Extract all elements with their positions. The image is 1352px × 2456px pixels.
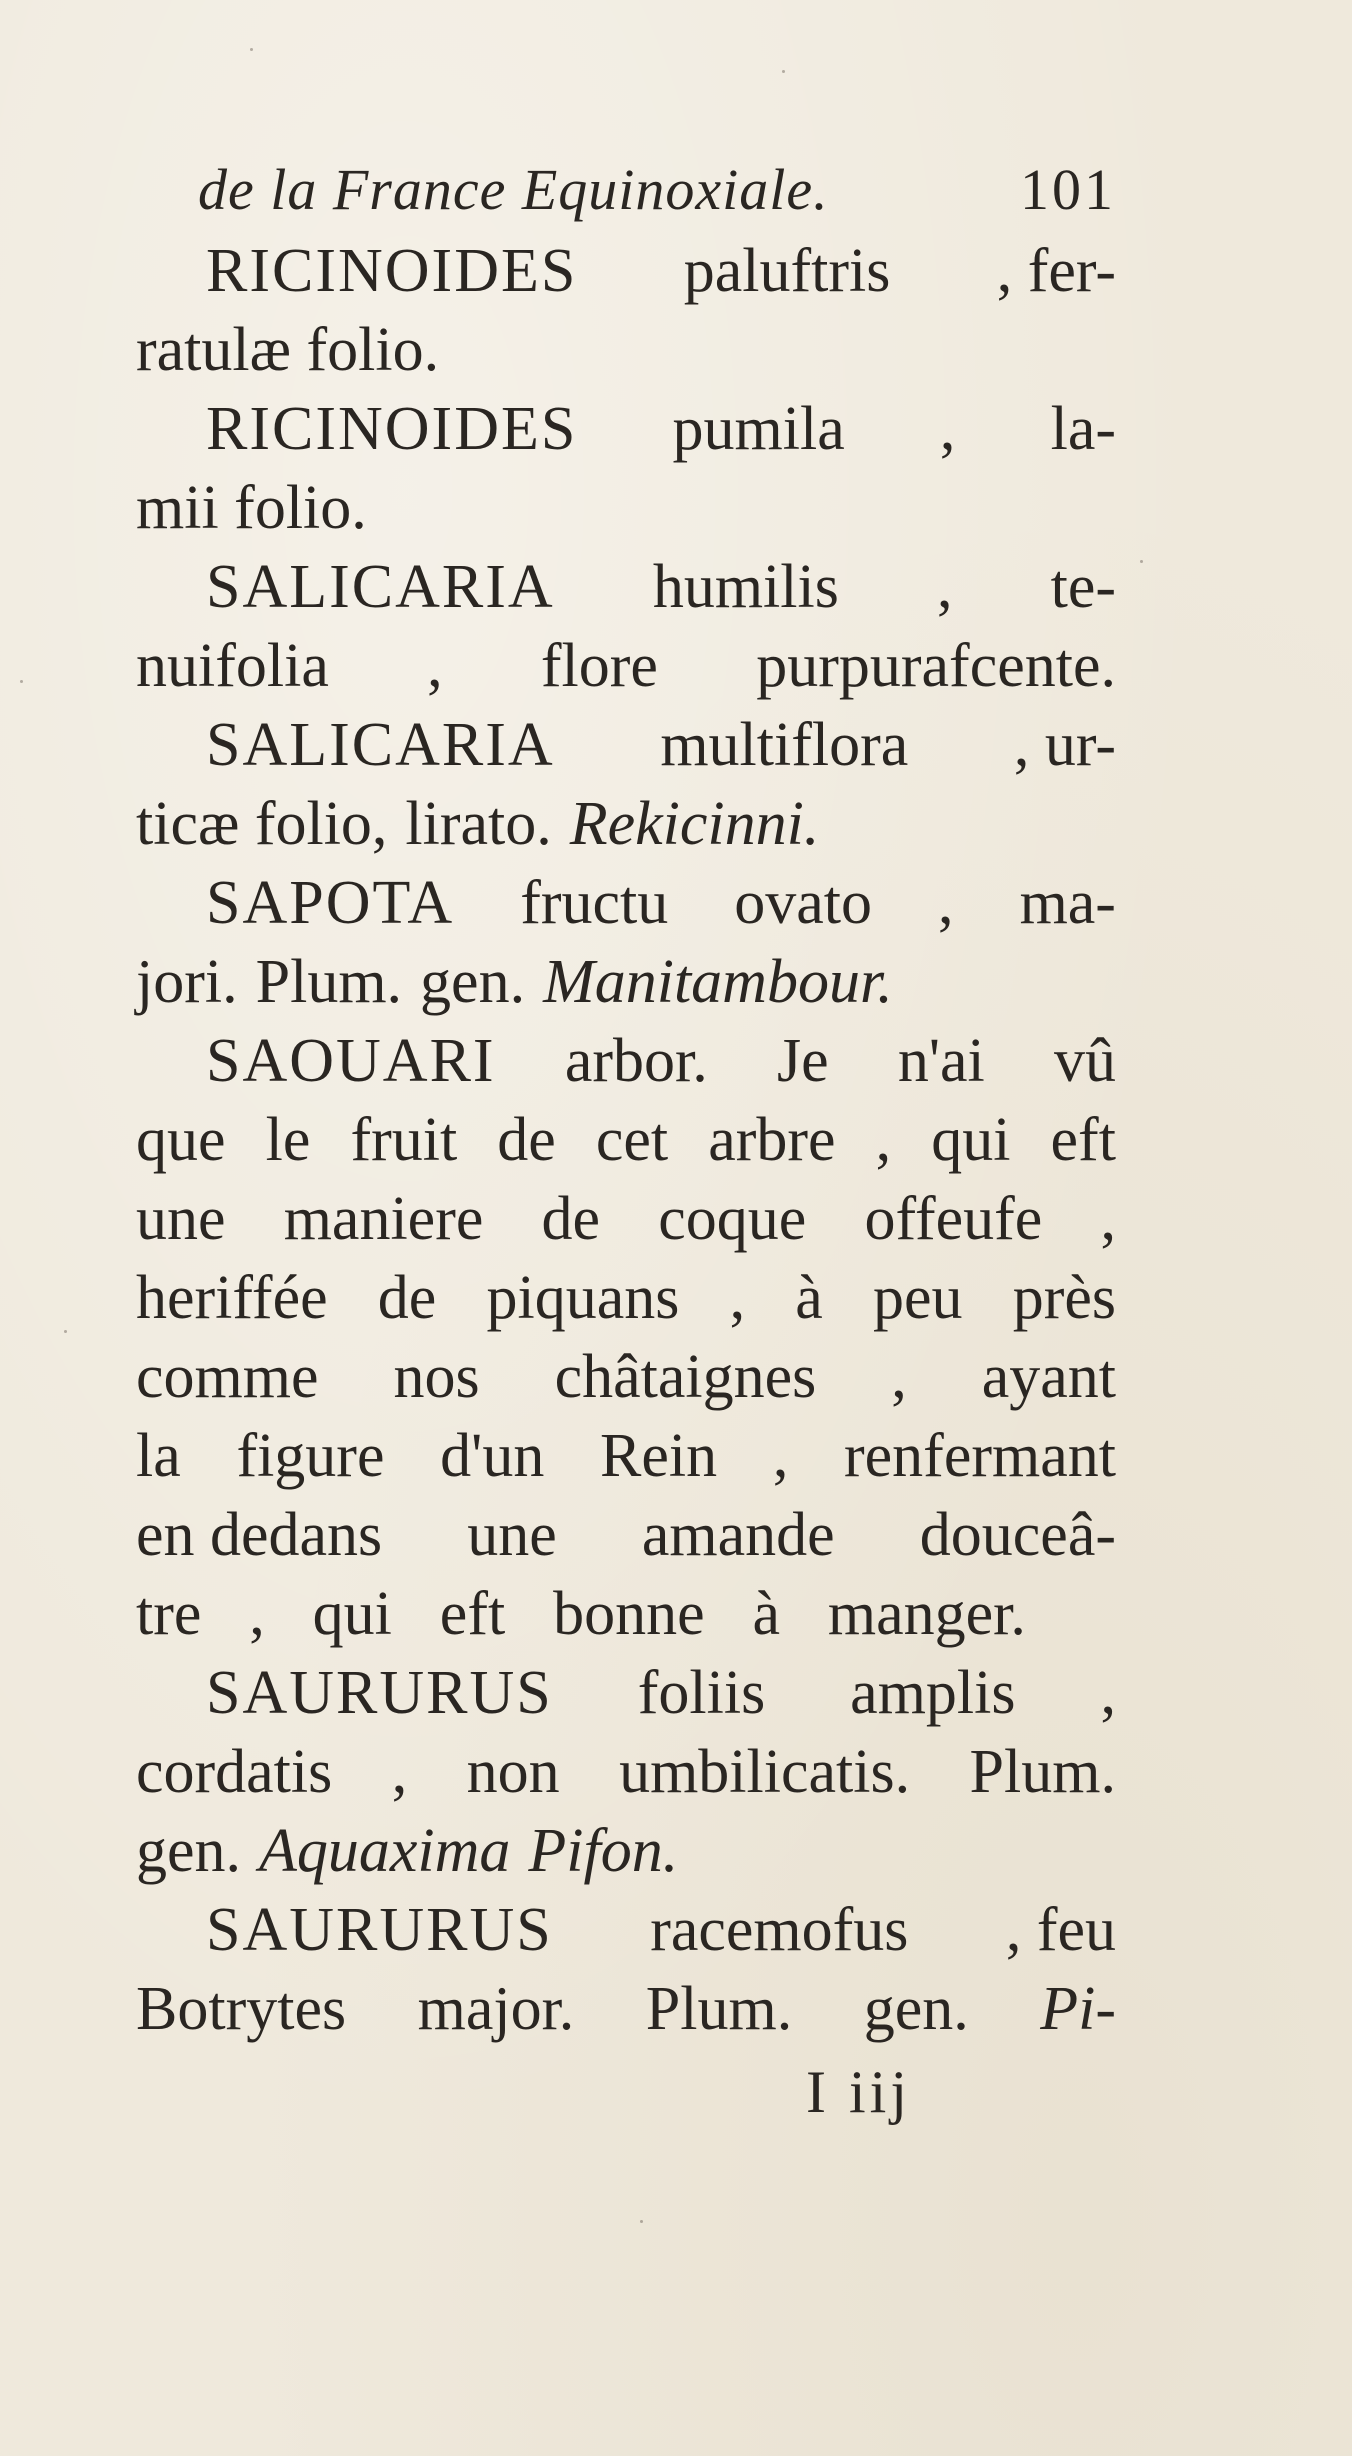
word: arbor.: [564, 1027, 708, 1095]
word: de: [377, 1264, 437, 1332]
word: offeufe: [864, 1185, 1043, 1253]
text-line: [136, 1654, 1116, 1733]
word: purpurafcente.: [756, 632, 1116, 700]
word: Plum.: [645, 1975, 793, 2043]
word: ticæ folio: [136, 790, 372, 858]
word: multiflora: [660, 711, 909, 779]
word: qui: [931, 1106, 1011, 1174]
word: Plum.: [255, 948, 403, 1016]
text-line: [136, 390, 1116, 469]
word: SALICARIA: [206, 711, 555, 779]
text-line: [136, 1812, 1116, 1891]
word: maniere: [283, 1185, 484, 1253]
word: ma-: [1019, 869, 1116, 937]
text-line: [136, 311, 1116, 390]
word: de: [497, 1106, 556, 1174]
paper-speck: [250, 48, 253, 51]
text-line: [136, 1496, 1116, 1575]
word: SAPOTA: [206, 869, 455, 937]
word: ,: [939, 395, 956, 463]
text-line: [136, 1338, 1116, 1417]
running-head: de la France Equinoxiale.: [198, 157, 829, 222]
text-line: [136, 1733, 1116, 1812]
word: arbre: [708, 1106, 836, 1174]
text-line: [136, 785, 1116, 864]
word: ,: [936, 553, 953, 621]
word: RICINOIDES: [206, 237, 578, 305]
word: fruit: [350, 1106, 458, 1174]
word: nuifolia: [136, 632, 329, 700]
word: la-: [1050, 395, 1116, 463]
word: ,: [391, 1738, 408, 1806]
text-line: [136, 1180, 1116, 1259]
word: eft: [1050, 1106, 1116, 1174]
word: de: [541, 1185, 601, 1253]
word: piquans: [486, 1264, 680, 1332]
word: une: [136, 1185, 226, 1253]
word: jori.: [136, 948, 238, 1016]
word: Je: [776, 1027, 829, 1095]
word: heriffée: [136, 1264, 328, 1332]
word: ayant: [981, 1343, 1116, 1411]
word: ovato: [734, 869, 873, 937]
word: SAURURUS: [206, 1659, 553, 1727]
word: n'ai: [897, 1027, 985, 1095]
text-line: [136, 469, 1116, 548]
text-line: [136, 1101, 1116, 1180]
word: mii folio.: [136, 474, 367, 542]
text-line: [136, 232, 1116, 311]
word: , fer-: [996, 237, 1116, 305]
word: foliis: [637, 1659, 766, 1727]
word: SAOUARI: [206, 1027, 496, 1095]
word: pumila: [672, 395, 845, 463]
paper-speck: [1140, 560, 1143, 563]
word: SAURURUS: [206, 1896, 553, 1964]
word: manger.: [827, 1580, 1026, 1648]
word: ,: [891, 1343, 907, 1411]
text-line: [136, 1970, 1116, 2049]
word: la: [136, 1422, 181, 1490]
word: cet: [595, 1106, 669, 1174]
word: une: [467, 1501, 557, 1569]
word: tre: [136, 1580, 202, 1648]
word: paluftris: [683, 237, 891, 305]
text-line: [136, 548, 1116, 627]
text-line: [136, 1022, 1116, 1101]
word: comme: [136, 1343, 319, 1411]
paper-speck: [640, 2220, 643, 2223]
word: non: [466, 1738, 560, 1806]
word: , ur-: [1013, 711, 1116, 779]
word: ,: [1100, 1185, 1116, 1253]
word: à: [752, 1580, 781, 1648]
text-line: [136, 943, 1116, 1022]
word: Botrytes: [136, 1975, 347, 2043]
word: eft: [439, 1580, 506, 1648]
word: ,: [772, 1422, 789, 1490]
page-header: [136, 150, 1116, 230]
word: fructu: [520, 869, 669, 937]
word: ,: [427, 632, 443, 700]
page-number: 101: [1020, 157, 1116, 222]
word: nos: [393, 1343, 480, 1411]
word: douceâ-: [919, 1501, 1116, 1569]
text-line: [136, 1891, 1116, 1970]
text-line: [136, 864, 1116, 943]
word: RICINOIDES: [206, 395, 578, 463]
word: ,: [729, 1264, 746, 1332]
word: cordatis: [136, 1738, 333, 1806]
word: gen.: [863, 1975, 969, 2043]
text-line: [136, 627, 1116, 706]
word: bonne: [553, 1580, 705, 1648]
word: ,: [875, 1106, 892, 1174]
word: ,: [938, 869, 954, 937]
body-text: [136, 232, 1116, 2049]
word: humilis: [652, 553, 839, 621]
word: que: [136, 1106, 226, 1174]
word: umbilicatis.: [619, 1738, 911, 1806]
word: amande: [641, 1501, 835, 1569]
word: Rekicinni.: [569, 790, 820, 858]
word: châtaignes: [554, 1343, 817, 1411]
word: peu: [872, 1264, 963, 1332]
word: lirato.: [405, 790, 552, 858]
word: gen.: [420, 948, 526, 1016]
word: Plum.: [969, 1738, 1116, 1806]
paper-speck: [64, 1330, 67, 1333]
word: renfermant: [844, 1422, 1116, 1490]
word: figure: [236, 1422, 385, 1490]
text-line: [136, 1417, 1116, 1496]
word: major.: [417, 1975, 575, 2043]
word: Pifon.: [528, 1817, 679, 1885]
word: d'un: [440, 1422, 545, 1490]
word: ,: [249, 1580, 265, 1648]
word: te-: [1050, 553, 1116, 621]
text-line: [136, 706, 1116, 785]
word: près: [1012, 1264, 1116, 1332]
word: Aquaxima: [259, 1817, 511, 1885]
word: à: [795, 1264, 823, 1332]
word: ,: [1100, 1659, 1116, 1727]
word: le: [265, 1106, 311, 1174]
word: qui: [312, 1580, 392, 1648]
word: racemofus: [650, 1896, 909, 1964]
word: ,: [371, 790, 388, 858]
word: gen.: [136, 1817, 242, 1885]
text-line: [136, 1575, 1116, 1654]
word: Rein: [600, 1422, 718, 1490]
paper-speck: [20, 680, 23, 683]
word: Pi-: [1040, 1975, 1116, 2043]
word: amplis: [850, 1659, 1016, 1727]
word: en dedans: [136, 1501, 383, 1569]
word: flore: [540, 632, 658, 700]
text-line: [136, 1259, 1116, 1338]
signature-mark: I iij: [806, 2059, 911, 2125]
paper-speck: [782, 70, 785, 73]
word: SALICARIA: [206, 553, 555, 621]
word: Manitambour.: [543, 948, 893, 1016]
word: ratulæ folio.: [136, 316, 440, 384]
word: coque: [658, 1185, 807, 1253]
word: vû: [1054, 1027, 1116, 1095]
word: , feu: [1005, 1896, 1116, 1964]
